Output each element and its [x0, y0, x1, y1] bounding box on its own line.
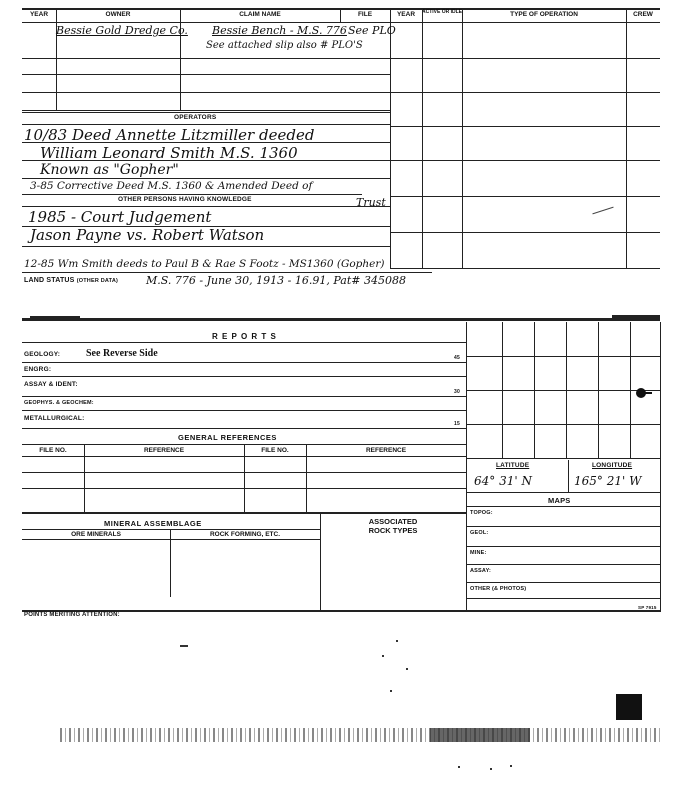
- dark-block: [616, 694, 642, 720]
- other-row-1: [22, 226, 390, 227]
- header-bottom-line: [22, 22, 660, 23]
- maps-line-3: [466, 564, 660, 565]
- noise-speck: [180, 645, 188, 647]
- header-year: YEAR: [29, 11, 49, 18]
- metallurgical-label: METALLURGICAL:: [24, 415, 85, 422]
- operators-label-line: [22, 124, 390, 125]
- gen-ref-v-1: [84, 444, 85, 512]
- row-line-2: [22, 74, 390, 75]
- tick-45: 45: [454, 355, 460, 361]
- operators-line-3: Known as "Gopher": [40, 162, 179, 178]
- claim-entry: Bessie Bench - M.S. 776: [212, 24, 347, 37]
- gen-ref-row-2: [22, 488, 466, 489]
- rock-types-label: ROCK TYPES: [368, 526, 418, 535]
- col-line-type: [626, 8, 627, 268]
- right-row-4: [390, 160, 660, 161]
- assay-label: ASSAY & IDENT:: [24, 381, 78, 388]
- form-number: SP 7915: [638, 605, 657, 610]
- other-persons-label-line: [22, 206, 390, 207]
- mineral-assemblage-title: MINERAL ASSEMBLAGE: [104, 519, 202, 528]
- col-reference-2: REFERENCE: [365, 447, 407, 454]
- header-owner: OWNER: [105, 11, 131, 18]
- maps-title-line: [466, 506, 660, 507]
- geophys-line: [22, 410, 466, 411]
- maps-line-4: [466, 582, 660, 583]
- right-mark: [592, 207, 613, 215]
- reports-right-border: [466, 322, 467, 612]
- grid-h-2: [466, 390, 660, 391]
- other-row-2: [22, 246, 390, 247]
- gen-ref-row-1: [22, 472, 466, 473]
- land-status-entry: M.S. 776 - June 30, 1913 - 16.91, Pat# 345088: [146, 274, 406, 287]
- maps-mine: MINE:: [470, 550, 487, 556]
- operators-line-1: 10/83 Deed Annette Litzmiller deeded: [24, 126, 315, 144]
- other-persons-line-2: Jason Payne vs. Robert Watson: [30, 226, 265, 244]
- op-row-2: [22, 160, 390, 161]
- right-row-3: [390, 126, 660, 127]
- geology-label: GEOLOGY:: [24, 351, 61, 358]
- header-active-idle: ACTIVE OR IDLE: [422, 9, 463, 15]
- header-file: FILE: [357, 11, 373, 18]
- col-line-year2: [422, 8, 423, 268]
- engrg-line: [22, 376, 466, 377]
- land-status-label: LAND STATUS (OTHER DATA): [24, 277, 119, 284]
- latitude-label: LATITUDE: [496, 462, 530, 469]
- noise-speck: [458, 766, 460, 768]
- col-file-no-2: FILE NO.: [261, 447, 289, 454]
- latitude-value: 64° 31' N: [474, 474, 532, 488]
- maps-line-5: [466, 598, 660, 599]
- right-row-1: [390, 58, 660, 59]
- metallurgical-line: [22, 428, 466, 429]
- note-entry: See attached slip also # PLO'S: [206, 40, 363, 51]
- right-row-2: [390, 92, 660, 93]
- engrg-label: ENGRG:: [24, 366, 52, 373]
- grid-h-1: [466, 356, 660, 357]
- col-file-no: FILE NO.: [39, 447, 67, 454]
- noise-speck: [406, 668, 408, 670]
- header-year-2: YEAR: [396, 11, 416, 18]
- other-persons-line-3: 12-85 Wm Smith deeds to Paul B & Rae S Footz - MS1360 (Gopher): [24, 258, 385, 270]
- operators-line-2: William Leonard Smith M.S. 1360: [40, 144, 298, 162]
- col-line-file: [390, 8, 391, 268]
- top-border: [22, 8, 660, 10]
- maps-title: MAPS: [548, 496, 571, 505]
- other-persons-label: OTHER PERSONS HAVING KNOWLEDGE: [118, 196, 252, 203]
- ore-minerals-header: ORE MINERALS: [71, 531, 121, 538]
- reports-title-line: [22, 342, 466, 343]
- grid-right-border: [660, 322, 661, 612]
- other-row-3: [22, 272, 432, 273]
- noise-speck: [390, 690, 392, 692]
- divider-blot-2: [612, 315, 660, 321]
- noise-speck: [396, 640, 398, 642]
- bottom-scan-band: [60, 728, 660, 742]
- tick-15: 15: [454, 421, 460, 427]
- col-line-claim: [340, 8, 341, 22]
- associated-label: ASSOCIATED: [368, 517, 418, 526]
- geology-value: See Reverse Side: [86, 348, 158, 359]
- mineral-title-line: [22, 529, 320, 530]
- section-divider: [22, 318, 660, 321]
- row-line-3: [22, 92, 390, 93]
- grid-h-3: [466, 424, 660, 425]
- bottom-dark-patch: [430, 728, 530, 742]
- maps-line-1: [466, 526, 660, 527]
- general-references-title: GENERAL REFERENCES: [178, 433, 277, 442]
- geology-line: [22, 362, 466, 363]
- mineral-v-1: [170, 529, 171, 597]
- punch-hole-tail: [644, 392, 652, 394]
- divider-blot-1: [30, 316, 80, 321]
- operators-label: OPERATORS: [174, 114, 217, 121]
- maps-geol: GEOL:: [470, 530, 489, 536]
- other-persons-line-1: 1985 - Court Judgement: [28, 208, 212, 226]
- reports-title: R E P O R T S: [212, 332, 277, 341]
- noise-speck: [510, 765, 512, 767]
- row-line-1: [22, 58, 390, 59]
- grid-h-4: [466, 458, 660, 459]
- lat-long-divider: [568, 460, 569, 492]
- right-row-7: [390, 268, 660, 269]
- noise-speck: [490, 768, 492, 770]
- operators-line-5: Trust: [356, 196, 386, 209]
- gen-ref-bottom: [22, 512, 466, 514]
- right-row-6: [390, 232, 660, 233]
- col-reference: REFERENCE: [143, 447, 185, 454]
- points-meriting-attention-label: POINTS MERITING ATTENTION:: [24, 612, 120, 618]
- assay-line: [22, 396, 466, 397]
- maps-topog: TOPOG:: [470, 510, 493, 516]
- noise-speck: [382, 655, 384, 657]
- longitude-label: LONGITUDE: [592, 462, 633, 469]
- other-persons-top-line: [22, 194, 362, 195]
- file-entry: See PLO: [348, 24, 396, 37]
- maps-other: OTHER (& PHOTOS): [470, 586, 527, 592]
- row-line-4: [22, 110, 390, 111]
- gen-ref-v-3: [306, 444, 307, 512]
- op-row-1: [22, 142, 390, 143]
- coords-line: [466, 492, 660, 493]
- tick-30: 30: [454, 389, 460, 395]
- rock-forming-header: ROCK FORMING, ETC.: [209, 531, 281, 538]
- gen-ref-v-2: [244, 444, 245, 512]
- right-row-5: [390, 196, 660, 197]
- header-type-of-operation: TYPE OF OPERATION: [510, 11, 578, 18]
- mineral-header-line: [22, 539, 320, 540]
- header-claim-name: CLAIM NAME: [239, 11, 281, 18]
- header-crew: CREW: [633, 11, 653, 18]
- operators-top-line: [22, 112, 390, 113]
- longitude-value: 165° 21' W: [574, 474, 642, 488]
- geophys-label: GEOPHYS. & GEOCHEM:: [24, 400, 94, 406]
- owner-entry: Bessie Gold Dredge Co.: [56, 24, 188, 37]
- maps-assay: ASSAY:: [470, 568, 492, 574]
- op-row-3: [22, 178, 390, 179]
- col-line-active: [462, 8, 463, 268]
- operators-line-4: 3-85 Corrective Deed M.S. 1360 & Amended Deed of: [30, 180, 313, 192]
- maps-line-2: [466, 546, 660, 547]
